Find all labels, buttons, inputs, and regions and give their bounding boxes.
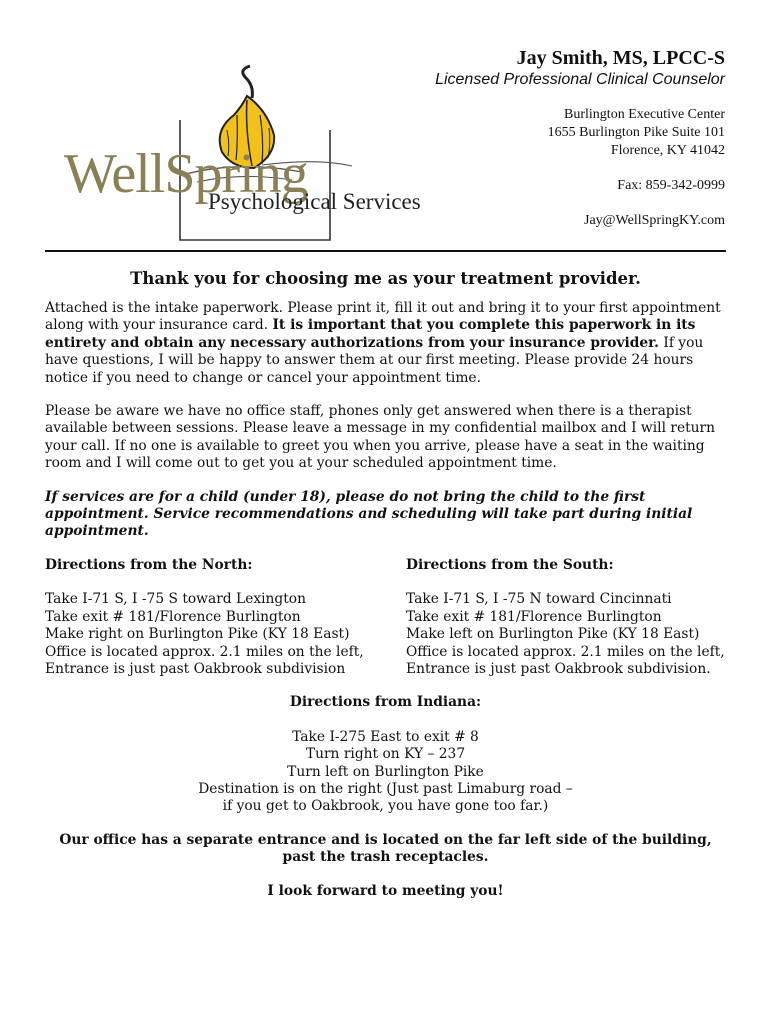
- letterhead: [435, 46, 725, 230]
- direction-line: Make right on Burlington Pike (KY 18 East): [45, 626, 350, 643]
- directions-north: [45, 557, 385, 678]
- address-line: 1655 Burlington Pike Suite 101: [547, 125, 725, 140]
- letter-body: [45, 268, 726, 900]
- direction-line: Take I-71 S, I -75 S toward Lexington: [45, 591, 307, 608]
- wellspring-logo: [62, 60, 442, 250]
- indiana-heading: Directions from Indiana:: [289, 694, 482, 711]
- intro-important-text: It is important that you complete this paperwork in its entirety and obtain any necessary authorizations from your insurance provider.: [45, 317, 696, 351]
- direction-line: Entrance is just past Oakbrook subdivision: [45, 660, 346, 677]
- intro-text-continued: If you have questions, I will be happy to answer them at our first meeting. Please provide 24 hours notice if you need to change or cancel your appointment time.: [45, 334, 704, 386]
- directions-columns: [45, 557, 726, 678]
- directions-south: [406, 557, 726, 678]
- direction-line: Take I-275 East to exit # 8: [292, 728, 479, 745]
- office-location-note: Our office has a separate entrance and is located on the far left side of the building, past the trash receptacles.: [59, 831, 712, 866]
- direction-line: Entrance is just past Oakbrook subdivision.: [406, 660, 711, 677]
- directions-indiana: [45, 729, 726, 816]
- intro-text: Attached is the intake paperwork. Please print it, fill it out and bring it to your first appointment along with your insurance card.: [45, 300, 721, 334]
- thank-you-heading: Thank you for choosing me as your treatment provider.: [130, 269, 641, 288]
- provider-name: Jay Smith, MS, LPCC-S: [516, 47, 725, 69]
- address-line: Burlington Executive Center: [564, 107, 725, 122]
- provider-title: Licensed Professional Clinical Counselor: [435, 71, 725, 88]
- logo-psychological-services-text: Psychological Services: [208, 189, 421, 214]
- north-heading: Directions from the North:: [45, 556, 253, 573]
- fax-number: Fax: 859-342-0999: [617, 178, 725, 193]
- direction-line: if you get to Oakbrook, you have gone too far.): [222, 798, 549, 815]
- direction-line: Take exit # 181/Florence Burlington: [406, 608, 662, 625]
- address-line: Florence, KY 41042: [610, 143, 725, 158]
- office-address: [435, 106, 725, 160]
- direction-line: Make left on Burlington Pike (KY 18 East): [406, 626, 700, 643]
- direction-line: Turn right on KY – 237: [305, 746, 466, 763]
- direction-line: Office is located approx. 2.1 miles on the left,: [406, 643, 725, 660]
- intro-paragraph: [45, 300, 726, 387]
- direction-line: Office is located approx. 2.1 miles on the left,: [45, 643, 364, 660]
- direction-line: Take exit # 181/Florence Burlington: [45, 608, 301, 625]
- email-address: Jay@WellSpringKY.com: [584, 213, 725, 228]
- logo-wellspring-text: WellSpring: [64, 143, 308, 205]
- header-divider: [45, 250, 726, 252]
- south-heading: Directions from the South:: [406, 556, 614, 573]
- direction-line: Take I-71 S, I -75 N toward Cincinnati: [406, 591, 672, 608]
- staff-paragraph: Please be aware we have no office staff, phones only get answered when there is a therapist available between sessions. Please leave a message in my confidential mailbox and I will return your call. If no one is available to greet you when you arrive, please have a seat in the waiting room and I will come out to get you at your scheduled appointment time.: [45, 403, 716, 472]
- closing-line: I look forward to meeting you!: [267, 882, 504, 899]
- child-notice: If services are for a child (under 18), please do not bring the child to the first appointment. Service recommendations and scheduling will take part during initial appointment.: [45, 488, 693, 540]
- direction-line: Destination is on the right (Just past Limaburg road –: [198, 780, 573, 797]
- direction-line: Turn left on Burlington Pike: [287, 763, 484, 780]
